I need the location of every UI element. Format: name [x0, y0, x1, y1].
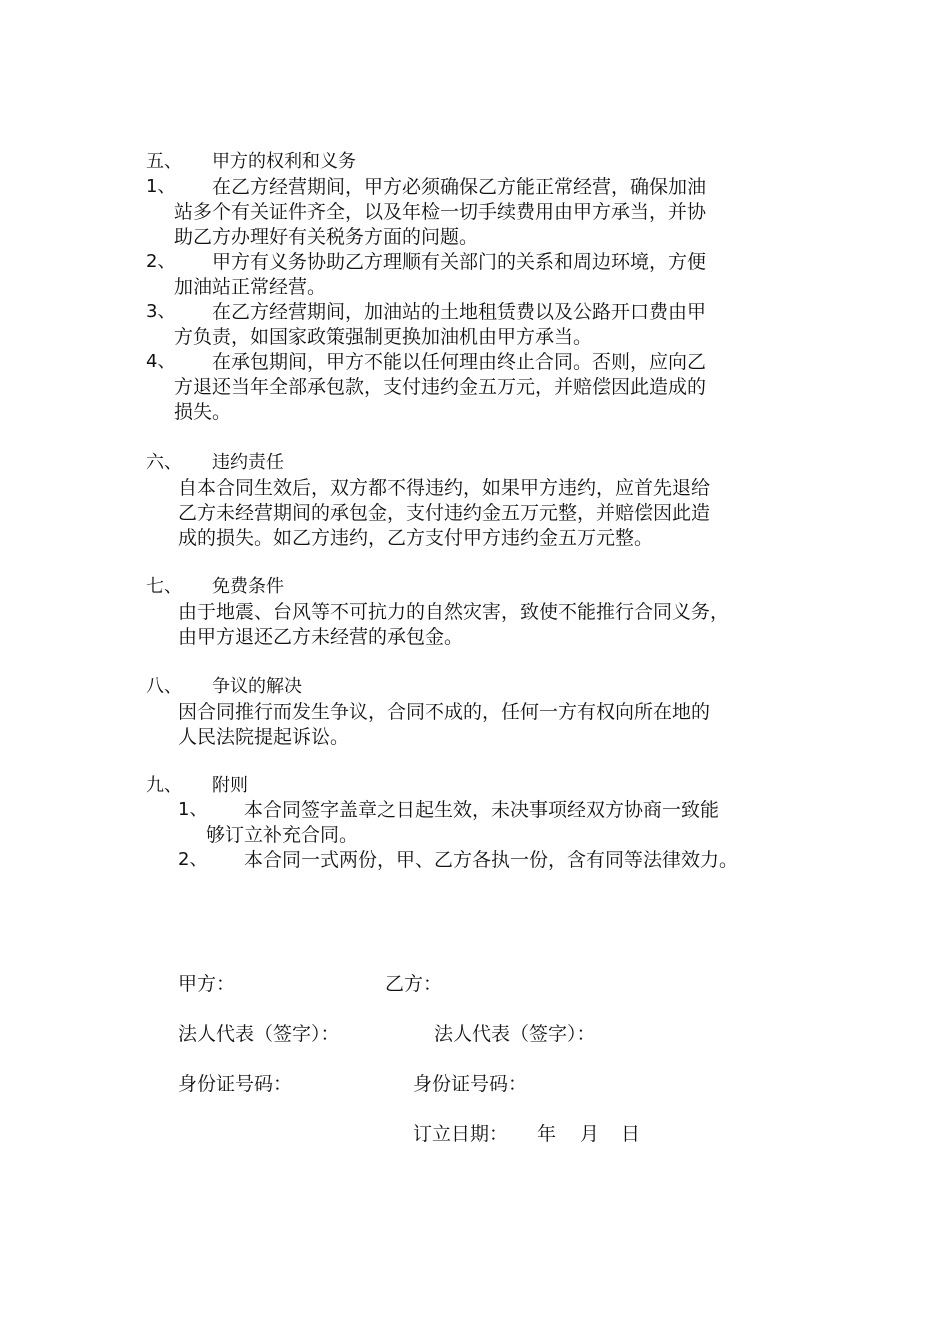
s5-item-1-line-2: 站多个有关证件齐全，以及年检一切手续费用由甲方承当，并协 [174, 201, 707, 223]
s9-item-2-number: 2、 [178, 849, 208, 870]
s5-item-4-number: 4、 [146, 351, 176, 372]
s8-line-2: 人民法院提起诉讼。 [178, 726, 350, 748]
section-8-number: 八、 [146, 676, 182, 697]
s6-line-1: 自本合同生效后，双方都不得违约，如果甲方违约，应首先退给 [178, 477, 711, 499]
s5-item-1-line-1: 在乙方经营期间，甲方必须确保乙方能正常经营，确保加油 [212, 176, 707, 198]
section-9-title: 附则 [212, 775, 248, 796]
date-month: 月 [580, 1123, 600, 1145]
id-b-label: 身份证号码： [413, 1073, 528, 1095]
s8-line-1: 因合同推行而发生争议，合同不成的，任何一方有权向所在地的 [178, 701, 711, 723]
s5-item-2-line-2: 加油站正常经营。 [174, 276, 327, 298]
rep-b-label: 法人代表（签字）： [434, 1023, 596, 1045]
date-year: 年 [537, 1123, 557, 1145]
date-day: 日 [621, 1123, 641, 1145]
section-7-title: 免费条件 [212, 576, 284, 597]
section-9-number: 九、 [146, 775, 182, 796]
rep-a-label: 法人代表（签字）： [178, 1023, 340, 1045]
date-label: 订立日期： [413, 1123, 509, 1145]
s7-line-2: 由甲方退还乙方未经营的承包金。 [178, 626, 464, 648]
s9-item-2-line-1: 本合同一式两份，甲、乙方各执一份，含有同等法律效力。 [244, 849, 739, 871]
s5-item-3-number: 3、 [146, 301, 176, 322]
section-7-number: 七、 [146, 576, 182, 597]
s9-item-1-line-1: 本合同签字盖章之日起生效，未决事项经双方协商一致能 [244, 799, 720, 821]
id-a-label: 身份证号码： [178, 1073, 293, 1095]
s9-item-1-line-2: 够订立补充合同。 [206, 824, 359, 846]
s5-item-3-line-2: 方负责，如国家政策强制更换加油机由甲方承当。 [174, 326, 593, 348]
section-6-title: 违约责任 [212, 452, 284, 473]
s5-item-1-line-3: 助乙方办理好有关税务方面的问题。 [174, 226, 479, 248]
section-5-number: 五、 [146, 151, 182, 172]
party-b-label: 乙方： [385, 973, 443, 995]
s5-item-4-line-3: 损失。 [174, 401, 232, 423]
s5-item-4-line-2: 方退还当年全部承包款，支付违约金五万元，并赔偿因此造成的 [174, 376, 707, 398]
s5-item-3-line-1: 在乙方经营期间，加油站的土地租赁费以及公路开口费由甲 [212, 301, 707, 323]
s7-line-1: 由于地震、台风等不可抗力的自然灾害，致使不能推行合同义务， [178, 601, 730, 623]
s5-item-2-line-1: 甲方有义务协助乙方理顺有关部门的关系和周边环境，方便 [212, 251, 707, 273]
s5-item-2-number: 2、 [146, 251, 176, 272]
s9-item-1-number: 1、 [178, 799, 208, 820]
s6-line-3: 成的损失。如乙方违约，乙方支付甲方违约金五万元整。 [178, 527, 654, 549]
section-8-title: 争议的解决 [212, 676, 302, 697]
section-5-title: 甲方的权利和义务 [212, 151, 356, 172]
party-a-label: 甲方： [178, 973, 236, 995]
section-6-number: 六、 [146, 452, 182, 473]
s6-line-2: 乙方未经营期间的承包金，支付违约金五万元整，并赔偿因此造 [178, 502, 711, 524]
s5-item-4-line-1: 在承包期间，甲方不能以任何理由终止合同。否则，应向乙 [212, 351, 707, 373]
s5-item-1-number: 1、 [146, 176, 176, 197]
